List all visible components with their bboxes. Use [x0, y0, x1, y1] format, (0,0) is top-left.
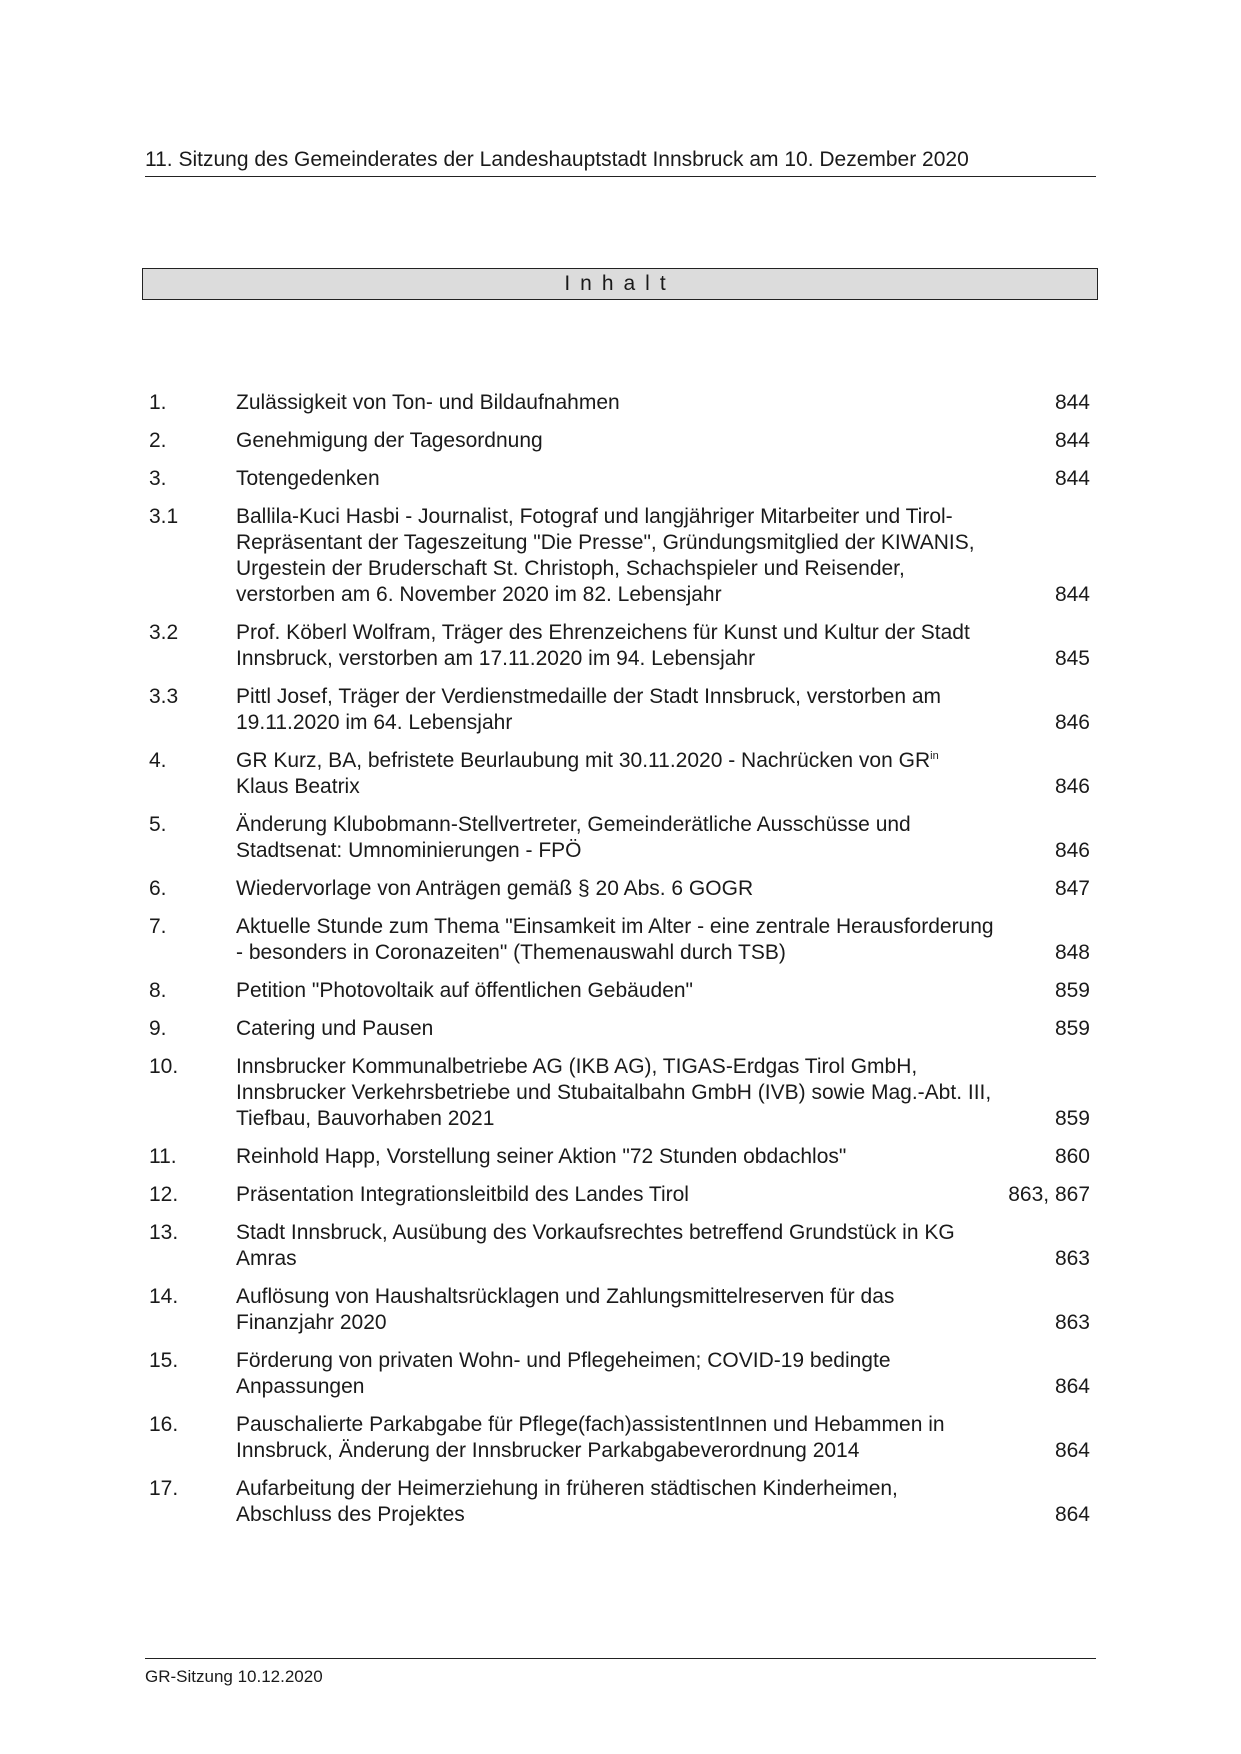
toc-entry	[149, 1284, 1094, 1336]
toc-entry	[149, 1220, 1094, 1272]
toc-entry-number: 14.	[149, 1285, 179, 1308]
toc-list	[149, 390, 1094, 1552]
toc-entry	[149, 812, 1094, 864]
toc-entry	[149, 466, 1094, 492]
toc-entry-title: Totengedenken	[236, 467, 380, 490]
toc-entry-number: 6.	[149, 877, 167, 900]
toc-entry-title: Catering und Pausen	[236, 1017, 434, 1040]
toc-entry-number: 4.	[149, 749, 167, 772]
toc-entry-number: 3.2	[149, 621, 179, 644]
toc-entry	[149, 748, 1094, 800]
toc-entry-page: 863	[1054, 1247, 1090, 1270]
toc-entry-page: 859	[1054, 1107, 1090, 1130]
toc-entry	[149, 390, 1094, 416]
toc-entry	[149, 876, 1094, 902]
page-header	[145, 148, 1096, 177]
toc-entry-page: 845	[1054, 647, 1090, 670]
toc-entry-number: 16.	[149, 1413, 179, 1436]
toc-entry-number: 3.3	[149, 685, 179, 708]
toc-entry	[149, 620, 1094, 672]
toc-entry-number: 9.	[149, 1017, 167, 1040]
toc-entry	[149, 1412, 1094, 1464]
toc-entry-number: 15.	[149, 1349, 179, 1372]
toc-entry-title: Zulässigkeit von Ton- und Bildaufnahmen	[236, 391, 620, 414]
toc-entry-title: Innsbrucker Kommunalbetriebe AG (IKB AG), TIGAS-Erdgas Tirol GmbH, Innsbrucker Verkehrsbetriebe und Stubaitalbahn GmbH (IVB) sowie Mag.-Abt. III, Tiefbau, Bauvorhaben 2021	[236, 1055, 992, 1130]
toc-entry-page: 846	[1054, 775, 1090, 798]
toc-entry-title: Prof. Köberl Wolfram, Träger des Ehrenzeichens für Kunst und Kultur der Stadt Innsbruck, verstorben am 17.11.2020 im 94. Lebensjahr	[236, 621, 970, 670]
toc-entry-page: 844	[1054, 429, 1090, 452]
page-header-title: 11. Sitzung des Gemeinderates der Landeshauptstadt Innsbruck am 10. Dezember 2020	[145, 148, 969, 171]
page-footer	[145, 1658, 1096, 1687]
toc-entry-page: 864	[1054, 1439, 1090, 1462]
toc-entry-title: Genehmigung der Tagesordnung	[236, 429, 543, 452]
toc-entry-page: 863, 867	[1008, 1183, 1090, 1206]
toc-entry-page: 860	[1054, 1145, 1090, 1168]
toc-entry-title: Pittl Josef, Träger der Verdienstmedaille der Stadt Innsbruck, verstorben am 19.11.2020 im 64. Lebensjahr	[236, 685, 942, 734]
toc-entry-title: Ballila-Kuci Hasbi - Journalist, Fotograf und langjähriger Mitarbeiter und Tirol-Repräsentant der Tageszeitung "Die Presse", Gründungsmitglied der KIWANIS, Urgestein der Bruderschaft St. Christoph, Schachspieler und Reisender, verstorben am 6. November 2020 im 82. Lebensjahr	[236, 505, 975, 606]
toc-entry-title: Auflösung von Haushaltsrücklagen und Zahlungsmittelreserven für das Finanzjahr 2020	[236, 1285, 895, 1334]
toc-entry-title: Petition "Photovoltaik auf öffentlichen Gebäuden"	[236, 979, 694, 1002]
toc-entry-page: 846	[1054, 711, 1090, 734]
toc-entry	[149, 1144, 1094, 1170]
toc-entry-title-part: GR Kurz, BA, befristete Beurlaubung mit 30.11.2020 - Nachrücken von GR	[236, 749, 931, 772]
toc-entry	[149, 504, 1094, 608]
toc-entry	[149, 1054, 1094, 1132]
toc-entry-title: Pauschalierte Parkabgabe für Pflege(fach)assistentInnen und Hebammen in Innsbruck, Änderung der Innsbrucker Parkabgabeverordnung 2014	[236, 1413, 945, 1462]
toc-entry	[149, 1348, 1094, 1400]
toc-entry-number: 3.	[149, 467, 167, 490]
toc-entry-title-part: Klaus Beatrix	[236, 775, 360, 798]
toc-entry-page: 859	[1054, 979, 1090, 1002]
toc-entry-title: Wiedervorlage von Anträgen gemäß § 20 Abs. 6 GOGR	[236, 877, 754, 900]
toc-entry-page: 863	[1054, 1311, 1090, 1334]
page-footer-text: GR-Sitzung 10.12.2020	[145, 1667, 323, 1686]
toc-entry-number: 3.1	[149, 505, 179, 528]
toc-entry-number: 2.	[149, 429, 167, 452]
toc-entry-page: 846	[1054, 839, 1090, 862]
toc-entry-page: 844	[1054, 583, 1090, 606]
toc-entry-title: Präsentation Integrationsleitbild des Landes Tirol	[236, 1183, 689, 1206]
toc-entry-title	[236, 748, 996, 800]
toc-entry-number: 13.	[149, 1221, 179, 1244]
toc-entry-page: 844	[1054, 391, 1090, 414]
toc-entry-title: Änderung Klubobmann-Stellvertreter, Gemeinderätliche Ausschüsse und Stadtsenat: Umnominierungen - FPÖ	[236, 813, 911, 862]
toc-entry-title: Stadt Innsbruck, Ausübung des Vorkaufsrechtes betreffend Grundstück in KG Amras	[236, 1221, 955, 1270]
toc-entry-number: 8.	[149, 979, 167, 1002]
toc-heading-label: Inhalt	[564, 272, 676, 295]
toc-entry-page: 848	[1054, 941, 1090, 964]
toc-entry-page: 859	[1054, 1017, 1090, 1040]
toc-entry-number: 12.	[149, 1183, 179, 1206]
toc-entry	[149, 1182, 1094, 1208]
toc-entry	[149, 428, 1094, 454]
toc-entry-page: 864	[1054, 1503, 1090, 1526]
toc-entry	[149, 978, 1094, 1004]
toc-entry-number: 5.	[149, 813, 167, 836]
toc-entry-title: Förderung von privaten Wohn- und Pflegeheimen; COVID-19 bedingte Anpassungen	[236, 1349, 891, 1398]
toc-entry-number: 7.	[149, 915, 167, 938]
toc-entry-number: 11.	[149, 1145, 177, 1168]
toc-entry	[149, 684, 1094, 736]
toc-entry	[149, 1016, 1094, 1042]
toc-entry-page: 847	[1054, 877, 1090, 900]
toc-entry-number: 17.	[149, 1477, 179, 1500]
toc-entry-title: Aktuelle Stunde zum Thema "Einsamkeit im Alter - eine zentrale Herausforderung - besonders in Coronazeiten" (Themenauswahl durch TSB)	[236, 915, 994, 964]
toc-entry-page: 864	[1054, 1375, 1090, 1398]
toc-entry-title: Aufarbeitung der Heimerziehung in früheren städtischen Kinderheimen, Abschluss des Projektes	[236, 1477, 898, 1526]
toc-entry-number: 1.	[149, 391, 167, 414]
toc-entry-page: 844	[1054, 467, 1090, 490]
toc-entry	[149, 914, 1094, 966]
toc-heading	[142, 268, 1098, 300]
toc-entry-title-superscript: in	[930, 750, 939, 762]
toc-entry-number: 10.	[149, 1055, 179, 1078]
toc-entry-title: Reinhold Happ, Vorstellung seiner Aktion "72 Stunden obdachlos"	[236, 1145, 847, 1168]
toc-entry	[149, 1476, 1094, 1528]
